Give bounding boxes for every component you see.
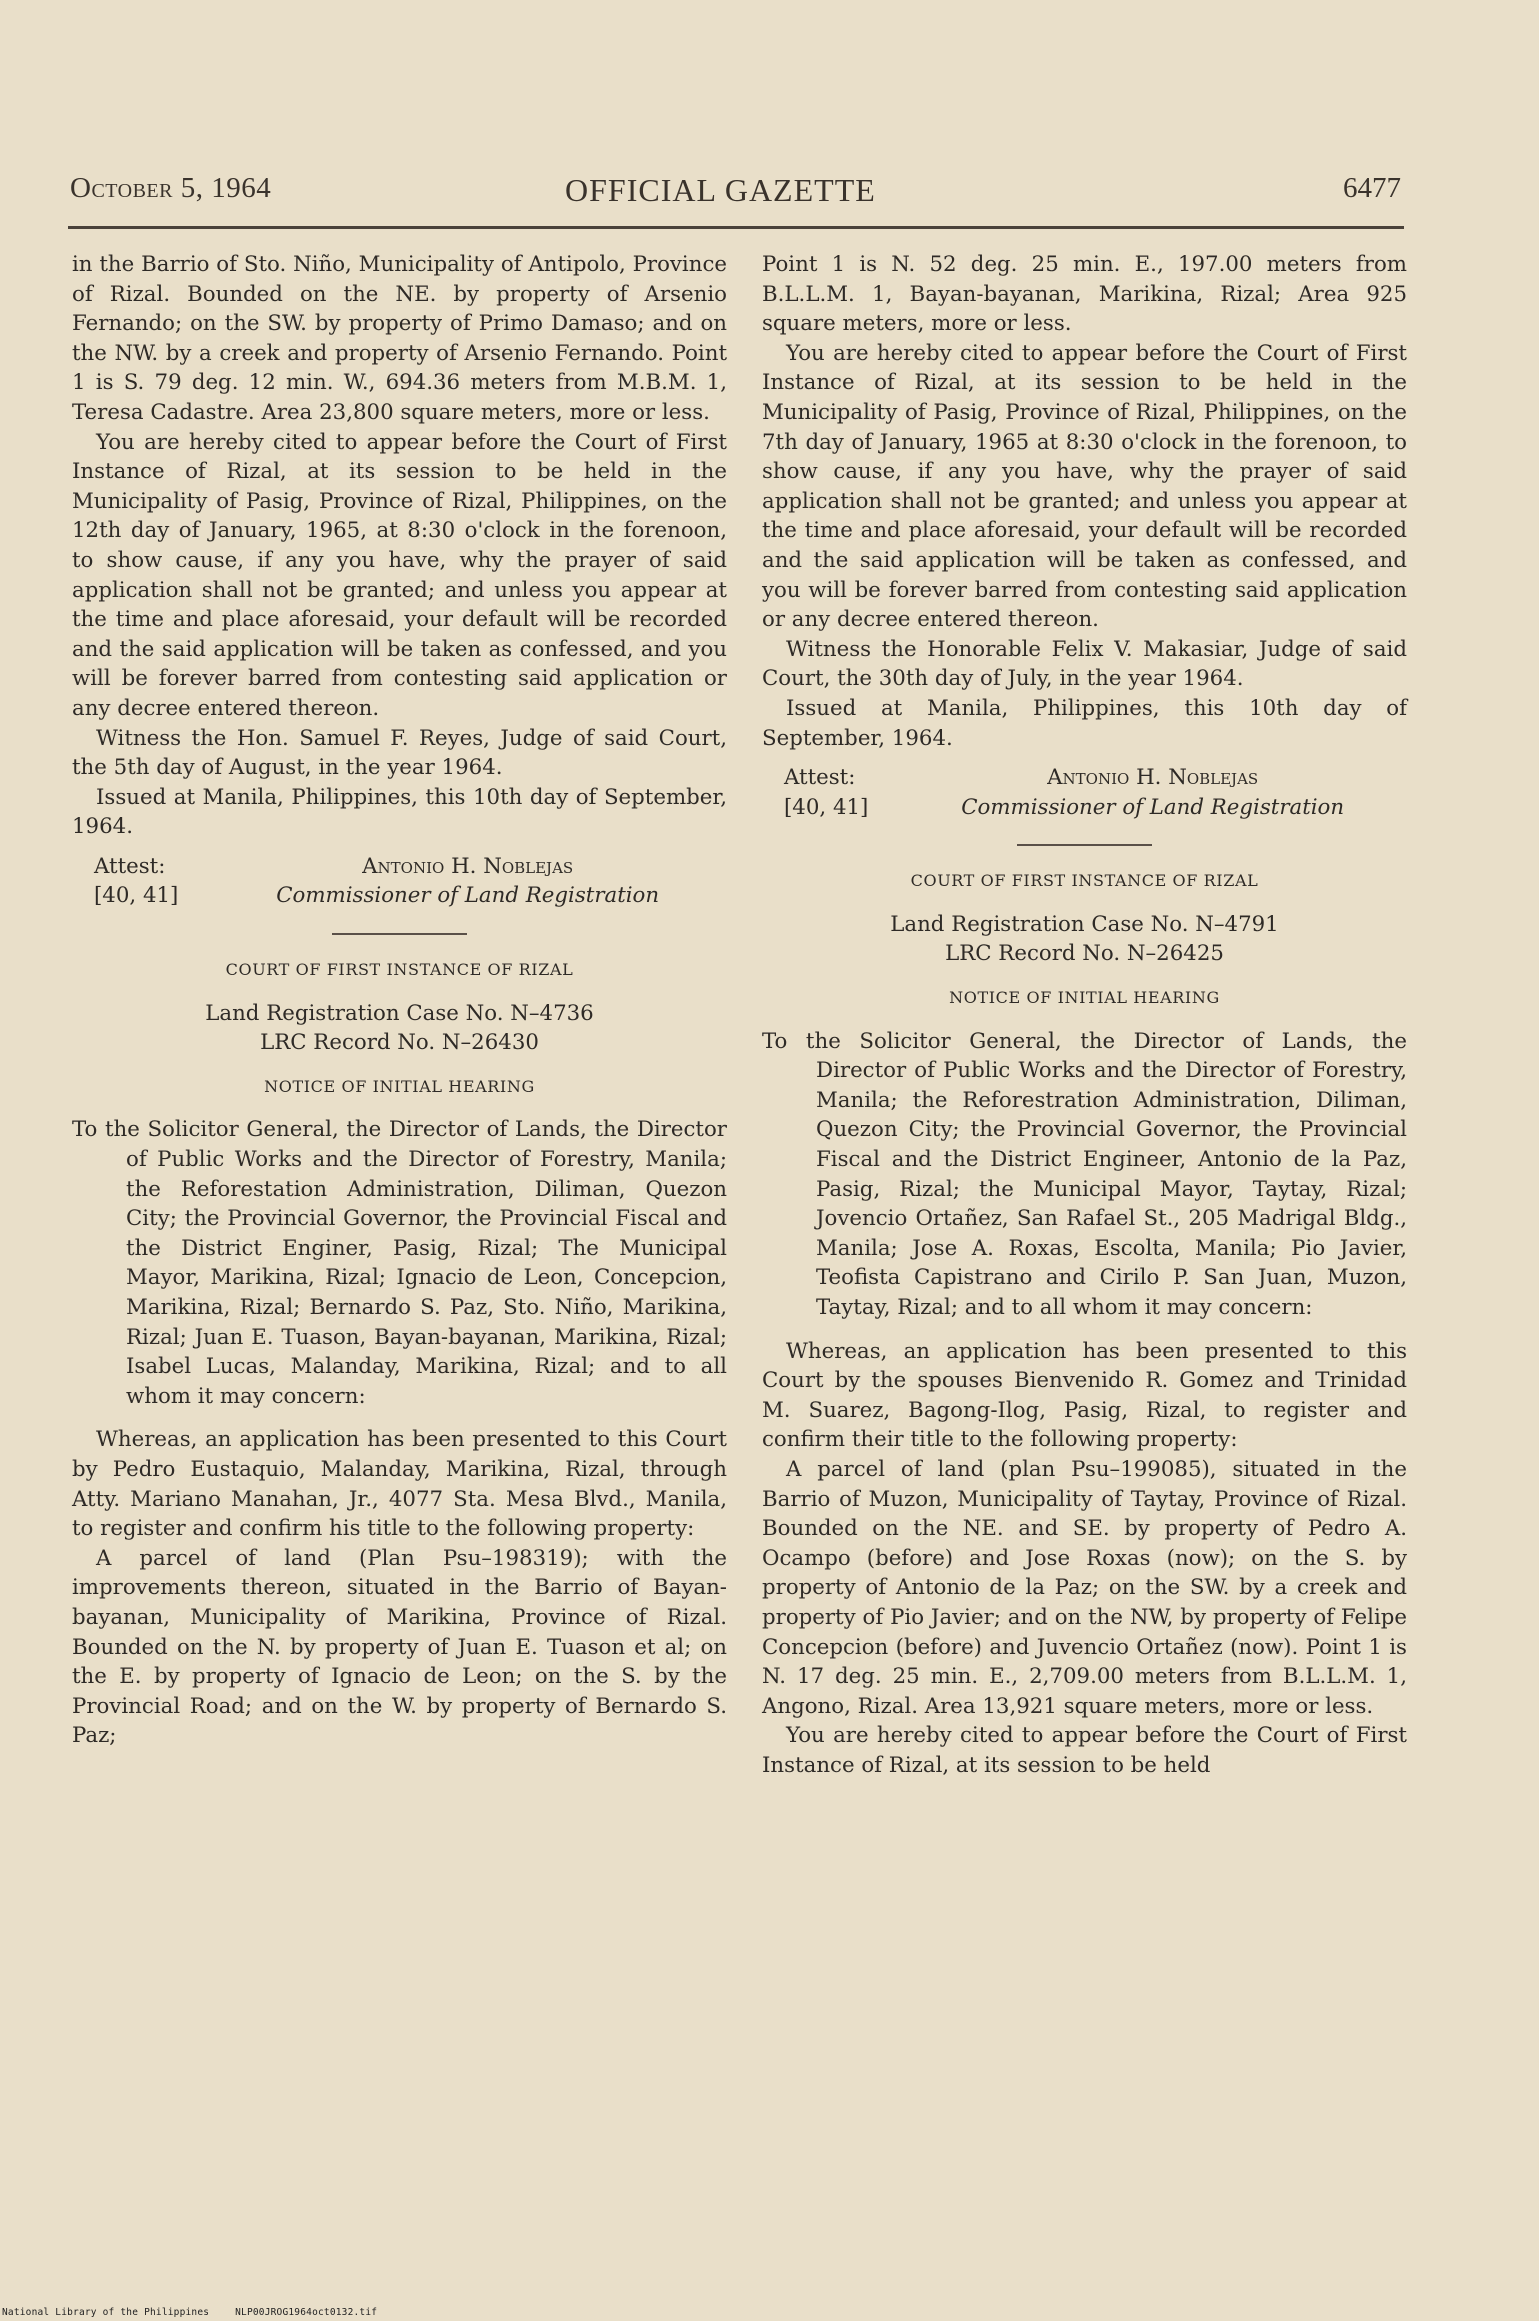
section-divider bbox=[1017, 844, 1152, 846]
address-block: To the Solicitor General, the Director of Lands, the Director of Public Works and the Director of Forestry, Manila; the Reforestation Administration, Diliman, Quezon City; the Provincial Governor, the Provincial Fiscal and the District Enginer, Pasig, Rizal; The Municipal Mayor, Marikina, Rizal; Ignacio de Leon, Concepcion, Marikina, Rizal; Bernardo S. Paz, Sto. Niño, Marikina, Rizal; Juan E. Tuason, Bayan-bayanan, Marikina, Rizal; Isabel Lucas, Malanday, Marikina, Rizal; and to all whom it may concern: bbox=[72, 1117, 727, 1409]
paragraph: Whereas, an application has been presented to this Court by Pedro Eustaquio, Malanday, Marikina, Rizal, through Atty. Mariano Manahan, Jr., 4077 Sta. Mesa Blvd., Manila, to register and confirm his title to the following property: bbox=[72, 1427, 727, 1542]
publication-title: OFFICIAL GAZETTE bbox=[565, 172, 876, 208]
notice-heading: NOTICE OF INITIAL HEARING bbox=[949, 988, 1220, 1008]
attest-label: Attest: bbox=[94, 853, 166, 879]
attest-title: Commissioner of Land Registration bbox=[276, 883, 660, 909]
scan-footer bbox=[2, 2307, 397, 2318]
right-column bbox=[762, 250, 1407, 1781]
paragraph: Point 1 is N. 52 deg. 25 min. E., 197.00 meters from B.L.L.M. 1, Bayan-bayanan, Marikina, Rizal; Area 925 square meters, more or less. bbox=[762, 252, 1407, 337]
paragraph: You are hereby cited to appear before the Court of First Instance of Rizal, at its session to be held in the Municipality of Pasig, Province of Rizal, Philippines, on the 12th day of January, 1965, at 8:30 o'clock in the forenoon, to show cause, if any you have, why the prayer of said application shall not be granted; and unless you appear at the time and place aforesaid, your default will be recorded and the said application will be taken as confessed, and you will be forever barred from contesting said application or any decree entered thereon. bbox=[72, 429, 727, 721]
attest-label: Attest: bbox=[784, 765, 856, 791]
attest-ref: [40, 41] bbox=[94, 883, 179, 909]
paragraph: You are hereby cited to appear before the Court of First Instance of Rizal, at its session to be held bbox=[762, 1723, 1407, 1778]
paragraph: A parcel of land (plan Psu–199085), situated in the Barrio of Muzon, Municipality of Taytay, Province of Rizal. Bounded on the NE. and SE. by property of Pedro A. Ocampo (before) and Jose Roxas (now); on the S. by property of Antonio de la Paz; on the SW. by a creek and property of Pio Javier; and on the NW, by property of Felipe Concepcion (before) and Juvencio Ortañez (now). Point 1 is N. 17 deg. 25 min. E., 2,709.00 meters from B.L.L.M. 1, Angono, Rizal. Area 13,921 square meters, more or less. bbox=[762, 1456, 1407, 1719]
attest-name: Antonio H. Noblejas bbox=[362, 853, 574, 879]
attestation bbox=[762, 763, 1407, 822]
lrc-record: LRC Record No. N–26430 bbox=[260, 1030, 539, 1056]
case-number: Land Registration Case No. N–4736 bbox=[205, 1000, 594, 1026]
paragraph: Whereas, an application has been presented to this Court by the spouses Bienvenido R. Gomez and Trinidad M. Suarez, Bagong-Ilog, Pasig, Rizal, to register and confirm their title to the following property: bbox=[762, 1338, 1407, 1453]
attestation bbox=[72, 852, 727, 911]
page-number: 6477 bbox=[1343, 172, 1401, 204]
footer-file: NLP00JROG1964oct0132.tif bbox=[235, 2307, 378, 2318]
address-block: To the Solicitor General, the Director of Lands, the Director of Public Works and the Director of Forestry, Manila; the Reforestration Administration, Diliman, Quezon City; the Provincial Governor, the Provincial Fiscal and the District Engineer, Antonio de la Paz, Pasig, Rizal; the Municipal Mayor, Taytay, Rizal; Jovencio Ortañez, San Rafael St., 205 Madrigal Bldg., Manila; Jose A. Roxas, Escolta, Manila; Pio Javier, Teofista Capistrano and Cirilo P. San Juan, Muzon, Taytay, Rizal; and to all whom it may concern: bbox=[762, 1028, 1407, 1320]
paragraph: Witness the Honorable Felix V. Makasiar, Judge of said Court, the 30th day of July, in the year 1964. bbox=[762, 636, 1407, 692]
paragraph: A parcel of land (Plan Psu–198319); with the improvements thereon, situated in the Barrio of Bayan-bayanan, Municipality of Marikina, Province of Rizal. Bounded on the N. by property of Juan E. Tuason et al; on the E. by property of Ignacio de Leon; on the S. by the Provincial Road; and on the W. by property of Bernardo S. Paz; bbox=[72, 1545, 727, 1749]
section-divider bbox=[332, 933, 467, 935]
lrc-record: LRC Record No. N–26425 bbox=[945, 941, 1224, 967]
attest-name: Antonio H. Noblejas bbox=[1047, 765, 1259, 791]
paragraph: Issued at Manila, Philippines, this 10th day of September, 1964. bbox=[72, 784, 727, 840]
paragraph: You are hereby cited to appear before the Court of First Instance of Rizal, at its session to be held in the Municipality of Pasig, Province of Rizal, Philippines, on the 7th day of January, 1965 at 8:30 o'clock in the forenoon, to show cause, if any you have, why the prayer of said application shall not be granted; and unless you appear at the time and place aforesaid, your default will be recorded and the said application will be taken as confessed, and you will be forever barred from contesting said application or any decree entered thereon. bbox=[762, 340, 1407, 633]
court-heading: COURT OF FIRST INSTANCE OF RIZAL bbox=[225, 960, 574, 980]
footer-library: National Library of the Philippines bbox=[2, 2307, 210, 2318]
left-column bbox=[72, 250, 727, 1751]
issue-date: October 5, 1964 bbox=[70, 172, 272, 204]
notice-heading: NOTICE OF INITIAL HEARING bbox=[264, 1076, 535, 1096]
court-heading: COURT OF FIRST INSTANCE OF RIZAL bbox=[910, 871, 1259, 891]
paragraph: Witness the Hon. Samuel F. Reyes, Judge of said Court, the 5th day of August, in the year 1964. bbox=[72, 725, 727, 781]
paragraph: Issued at Manila, Philippines, this 10th day of September, 1964. bbox=[762, 695, 1407, 751]
paragraph: in the Barrio of Sto. Niño, Municipality of Antipolo, Province of Rizal. Bounded on the NE. by property of Arsenio Fernando; on the SW. by property of Primo Damaso; and on the NW. by a creek and property of Arsenio Fernando. Point 1 is S. 79 deg. 12 min. W., 694.36 meters from M.B.M. 1, Teresa Cadastre. Area 23,800 square meters, more or less. bbox=[72, 252, 727, 425]
case-number: Land Registration Case No. N–4791 bbox=[890, 911, 1279, 937]
attest-ref: [40, 41] bbox=[784, 794, 869, 820]
header-rule bbox=[68, 226, 1404, 229]
attest-title: Commissioner of Land Registration bbox=[961, 794, 1345, 820]
